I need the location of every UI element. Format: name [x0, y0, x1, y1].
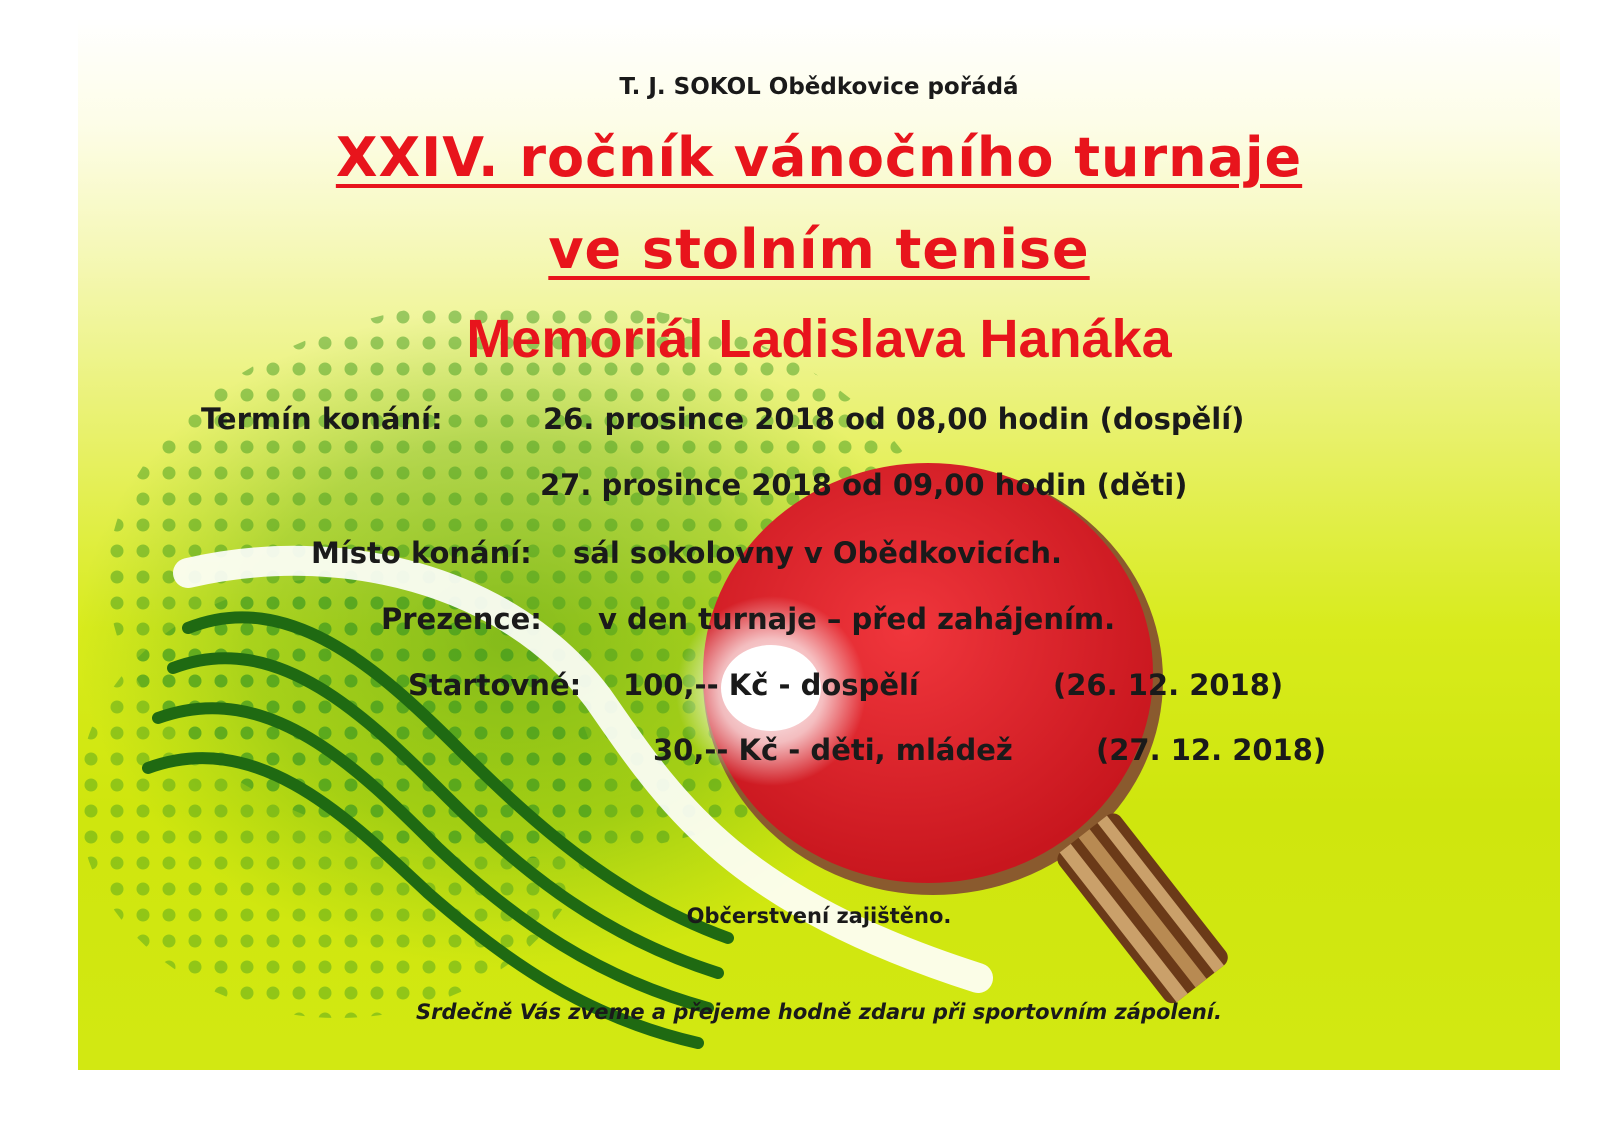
place-value: sál sokolovny v Obědkovicích.: [573, 536, 1062, 570]
fee-adult-date: (26. 12. 2018): [1053, 668, 1284, 702]
fee-label: Startovné:: [408, 668, 582, 702]
title-line-1: XXIV. ročník vánočního turnaje: [335, 126, 1303, 189]
title-line-2: ve stolním tenise: [548, 218, 1090, 281]
refreshments-note: Občerstvení zajištěno.: [686, 904, 952, 928]
fee-children-date: (27. 12. 2018): [1096, 733, 1327, 767]
schedule-label: Termín konání:: [201, 402, 443, 436]
schedule-children: 27. prosince 2018 od 09,00 hodin (děti): [540, 468, 1188, 502]
schedule-adults: 26. prosince 2018 od 08,00 hodin (dospělí): [543, 402, 1245, 436]
fee-children: 30,-- Kč - děti, mládež: [653, 733, 1013, 767]
registration-label: Prezence:: [381, 602, 542, 636]
memorial-title: Memoriál Ladislava Hanáka: [466, 309, 1172, 369]
place-label: Místo konání:: [311, 536, 532, 570]
fee-adult: 100,-- Kč - dospělí: [623, 668, 919, 702]
poster: [78, 18, 1560, 1070]
invitation-line: Srdečně Vás zveme a přejeme hodně zdaru při sportovním zápolení.: [416, 1000, 1222, 1024]
registration-value: v den turnaje – před zahájením.: [598, 602, 1116, 636]
organizer-line: T. J. SOKOL Obědkovice pořádá: [619, 74, 1019, 100]
